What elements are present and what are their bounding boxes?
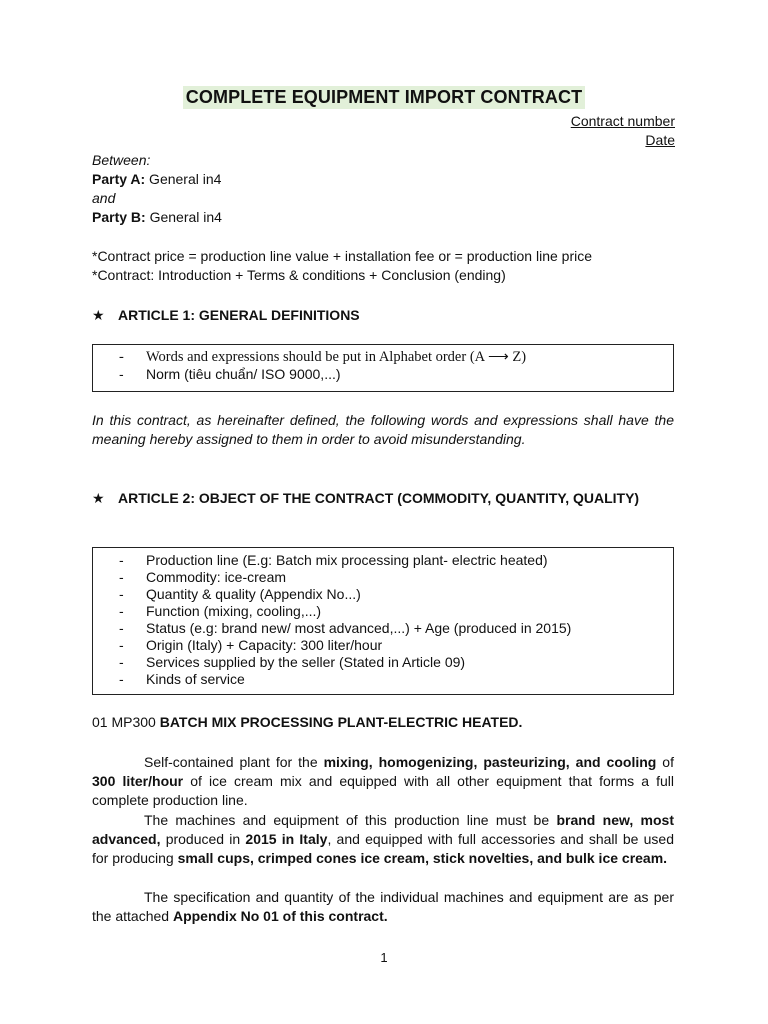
product-name: BATCH MIX PROCESSING PLANT-ELECTRIC HEATED. xyxy=(159,714,523,730)
article-2-notes-list xyxy=(119,552,673,688)
paragraph-text: The specification and quantity of the individual machines and equipment are as per the attached xyxy=(92,889,674,924)
article-2-heading xyxy=(92,489,674,508)
party-a-value: General in4 xyxy=(145,171,222,187)
date-field: Date xyxy=(645,132,675,148)
article-1-notes-box xyxy=(92,344,674,392)
party-a-label: Party A: xyxy=(92,171,146,187)
paragraph-text: The machines and equipment of this production line must be xyxy=(144,812,557,828)
article-2-notes-box xyxy=(92,547,674,695)
product-heading xyxy=(92,714,522,730)
list-item: - Words and expressions should be put in Alphabet order (A ⟶ Z) xyxy=(119,349,673,366)
contract-price-note: *Contract price = production line value + installation fee or = production line price xyxy=(92,248,593,264)
list-item: - Commodity: ice-cream xyxy=(119,569,673,586)
paragraph-text: , and equipped with full accessories and shall be used for producing xyxy=(92,831,674,866)
list-item: - Services supplied by the seller (Stated in Article 09) xyxy=(119,654,673,671)
list-item: - Function (mixing, cooling,...) xyxy=(119,603,673,620)
article-1-notes-list xyxy=(119,349,673,383)
paragraph-bold: small cups, crimped cones ice cream, stick novelties, and bulk ice cream. xyxy=(177,850,668,866)
paragraph-text: Self-contained plant for the xyxy=(144,754,324,770)
list-item: - Kinds of service xyxy=(119,671,673,688)
paragraph-text: of xyxy=(656,754,674,770)
article-1-intro: In this contract, as hereinafter defined, the following words and expressions shall have the meaning hereby assigned to them in order to avoid misunderstanding. xyxy=(92,412,674,447)
star-icon: ★ xyxy=(92,490,105,506)
product-code: 01 MP300 xyxy=(92,714,160,730)
paragraph-text: produced in xyxy=(160,831,246,847)
paragraph-bold: 2015 in Italy xyxy=(245,831,328,847)
page-number: 1 xyxy=(380,950,388,965)
paragraph-bold: Appendix No 01 of this contract. xyxy=(172,908,388,924)
star-icon: ★ xyxy=(92,307,105,323)
article-2-heading-text: ARTICLE 2: OBJECT OF THE CONTRACT (COMMODITY, QUANTITY, QUALITY) xyxy=(118,490,640,506)
paragraph-specification xyxy=(92,888,674,926)
document-title-text: COMPLETE EQUIPMENT IMPORT CONTRACT xyxy=(183,86,585,109)
paragraph-bold: mixing, homogenizing, pasteurizing, and cooling xyxy=(323,754,657,770)
paragraph-plant-description xyxy=(92,753,674,810)
party-b-label: Party B: xyxy=(92,209,146,225)
list-item: - Quantity & quality (Appendix No...) xyxy=(119,586,673,603)
article-1-heading xyxy=(92,306,674,325)
contract-number-field: Contract number xyxy=(570,113,675,129)
article-1-heading-text: ARTICLE 1: GENERAL DEFINITIONS xyxy=(118,307,360,323)
between-label: Between: xyxy=(92,152,151,168)
and-label: and xyxy=(92,190,116,206)
list-item: - Origin (Italy) + Capacity: 300 liter/hour xyxy=(119,637,673,654)
list-item: - Production line (E.g: Batch mix processing plant- electric heated) xyxy=(119,552,673,569)
paragraph-bold: 300 liter/hour xyxy=(92,773,184,789)
list-item: - Status (e.g: brand new/ most advanced,...) + Age (produced in 2015) xyxy=(119,620,673,637)
document-title xyxy=(0,86,768,109)
paragraph-bold: brand new, most advanced, xyxy=(92,812,674,847)
paragraph-machine-requirements xyxy=(92,811,674,868)
party-b-line xyxy=(92,209,222,225)
party-a-line xyxy=(92,171,221,187)
contract-structure-note: *Contract: Introduction + Terms & conditions + Conclusion (ending) xyxy=(92,267,506,283)
list-item: - Norm (tiêu chuẩn/ ISO 9000,...) xyxy=(119,366,673,383)
paragraph-text: of ice cream mix and equipped with all other equipment that forms a full complete production line. xyxy=(92,773,674,808)
party-b-value: General in4 xyxy=(145,209,222,225)
